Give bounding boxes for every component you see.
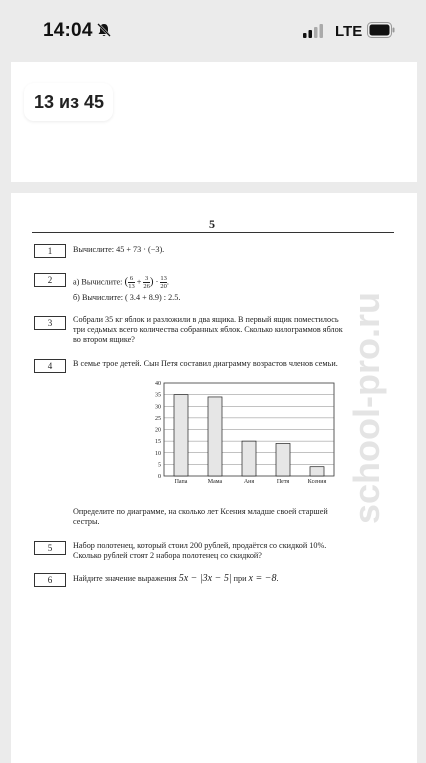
task-6-prefix: Найдите значение выражения	[73, 574, 179, 583]
chart-y-tick-label: 10	[155, 450, 161, 457]
frac1-num: 6	[129, 275, 134, 282]
task-4-number: 4	[34, 359, 66, 373]
task-1-number: 1	[34, 244, 66, 258]
task-4-line-1: В семье трое детей. Сын Петя составил диаграмму возрастов членов семьи.	[73, 359, 338, 368]
chart-x-tick-label: Аня	[243, 479, 255, 485]
chart-y-tick-label: 0	[158, 474, 161, 480]
chart-y-tick-label: 40	[155, 381, 161, 387]
chart-bar	[310, 467, 324, 476]
task-3-line-3: во втором ящике?	[73, 335, 135, 344]
task-2-number: 2	[34, 273, 66, 287]
task-6-mid: при	[231, 574, 249, 583]
status-time: 14:04	[43, 20, 93, 41]
task-5-line-2: Сколько рублей стоят 2 набора полотенец со скидкой?	[73, 551, 262, 560]
bell-muted-icon	[96, 22, 112, 38]
age-bar-chart	[148, 378, 344, 488]
task-6-end: .	[276, 574, 279, 583]
chart-bar	[276, 443, 290, 476]
status-bar	[0, 0, 426, 62]
task-5-line-1: Набор полотенец, который стоил 200 рублей, продаётся со скидкой 10%.	[73, 541, 327, 550]
chart-bar	[174, 395, 188, 476]
chart-x-tick-label: Петя	[276, 479, 290, 485]
task-3-number: 3	[34, 316, 66, 330]
page-indicator	[24, 83, 113, 121]
chart-bar	[208, 397, 222, 476]
task-4-line-3: сестры.	[73, 517, 100, 526]
task-2a-prefix: а) Вычислите:	[73, 277, 123, 287]
chart-x-tick-label: Папа	[174, 479, 188, 485]
chart-y-tick-label: 35	[155, 392, 161, 399]
watermark	[335, 262, 395, 527]
chart-y-tick-label: 25	[155, 415, 161, 422]
task-2a-text: а) Вычислите: ( $\frac{6}{13}$ + $\frac{3}{26}$ ) · $\frac{13}{20}$ .	[73, 275, 169, 290]
header-rule	[32, 232, 394, 233]
chart-y-tick-label: 5	[158, 462, 161, 469]
chart-x-tick-label: Мама	[207, 479, 223, 485]
network-type: LTE	[335, 23, 363, 40]
task-6-number: 6	[34, 573, 66, 587]
battery-icon	[367, 22, 395, 38]
frac3-den: 20	[160, 283, 167, 290]
chart-y-tick-label: 20	[155, 427, 161, 434]
cellular-signal-icon	[303, 24, 325, 38]
watermark-text: school-pro.ru	[346, 292, 387, 524]
frac3-num: 13	[160, 275, 167, 282]
task-5-number: 5	[34, 541, 66, 555]
page-number: 5	[209, 217, 215, 231]
task-3-line-1: Собрали 35 кг яблок и разложили в два ящика. В первый ящик поместилось	[73, 315, 339, 324]
frac1-den: 13	[128, 283, 135, 290]
page-indicator-label: 13 из 45	[34, 92, 105, 112]
chart-bar	[242, 441, 256, 476]
task-6-expression: 5x − |3x − 5|	[178, 573, 232, 584]
task-2b-text: б) Вычислите: ( 3.4 + 8.9) : 2.5.	[73, 293, 181, 302]
task-6-text	[73, 574, 279, 584]
task-1-text: Вычислите: 45 + 73 · (−3).	[73, 245, 165, 254]
chart-y-tick-label: 15	[155, 439, 161, 446]
task-3-line-2: три седьмых всего количества собранных яблок. Сколько килограммов яблок	[73, 325, 343, 334]
frac2-den: 26	[143, 283, 150, 290]
chart-y-tick-label: 30	[155, 404, 161, 411]
chart-x-tick-label: Ксения	[307, 479, 327, 485]
frac2-num: 3	[145, 275, 149, 282]
task-6-condition: x = −8	[248, 573, 277, 584]
task-4-line-2: Определите по диаграмме, на сколько лет Ксения младше своей старшей	[73, 507, 328, 516]
previous-page-sheet	[11, 62, 417, 182]
